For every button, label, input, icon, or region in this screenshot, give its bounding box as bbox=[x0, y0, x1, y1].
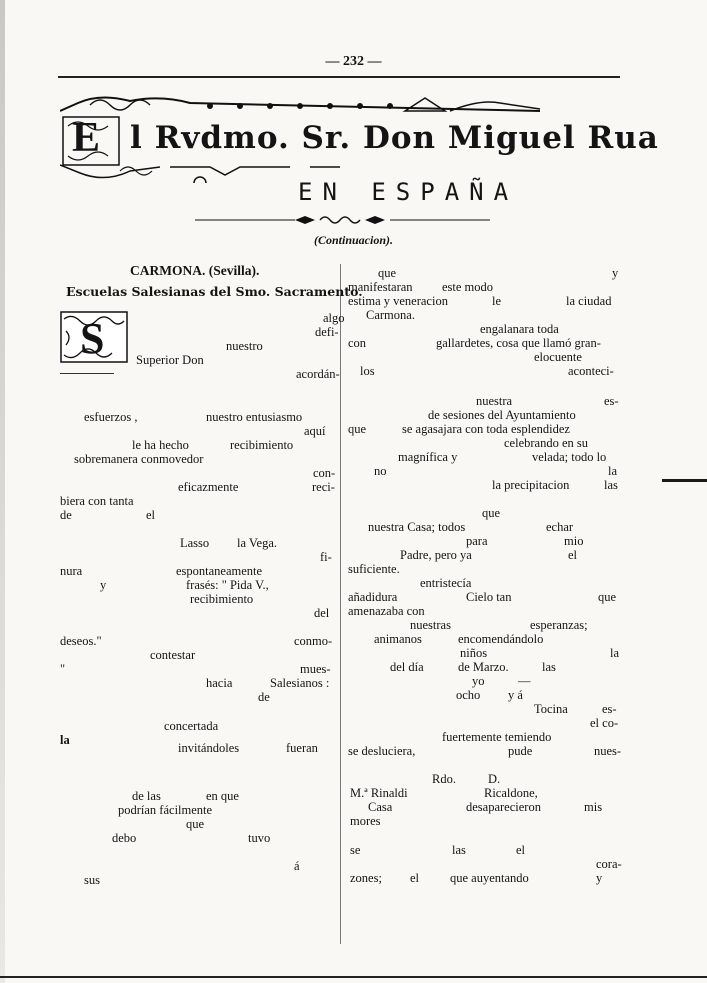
right-column-text: que auyentando bbox=[450, 871, 529, 885]
right-column-text: suficiente. bbox=[348, 562, 400, 576]
article-subtitle: EN ESPAÑA bbox=[298, 178, 519, 206]
right-column-text: la precipitacion bbox=[492, 478, 570, 492]
right-column-text: Padre, pero ya bbox=[400, 548, 472, 562]
left-column-text: á bbox=[294, 859, 300, 873]
right-column-text: que bbox=[482, 506, 501, 520]
left-column-text: concertada bbox=[164, 719, 219, 733]
left-column-text: aquí bbox=[304, 424, 326, 438]
right-column-text: los bbox=[360, 364, 375, 378]
left-column-text: nuestro bbox=[226, 339, 263, 353]
right-column-text: Ricaldone, bbox=[484, 786, 538, 800]
right-column-text: no bbox=[374, 464, 387, 478]
right-column-text: es- bbox=[604, 394, 619, 408]
left-column-text: defi- bbox=[315, 325, 339, 339]
right-column-text: Rdo. bbox=[432, 772, 456, 786]
right-column-text: las bbox=[542, 660, 556, 674]
right-column-text: el bbox=[516, 843, 526, 857]
right-column-text: nues- bbox=[594, 744, 622, 758]
right-column-text: el bbox=[568, 548, 578, 562]
right-column-text: mio bbox=[564, 534, 584, 548]
left-column-text: del bbox=[314, 606, 330, 620]
right-column-text: entristecía bbox=[420, 576, 472, 590]
right-column-text: se agasajara con toda esplendidez bbox=[402, 422, 570, 436]
left-column-text: Superior Don bbox=[136, 353, 204, 367]
article-title: l Rvdmo. Sr. Don Miguel Rua bbox=[130, 120, 659, 156]
left-column-text: sus bbox=[84, 873, 100, 887]
right-column-text: que bbox=[378, 266, 397, 280]
left-column-text: fi- bbox=[320, 550, 332, 564]
right-column-text: la bbox=[608, 464, 618, 478]
margin-mark bbox=[662, 479, 707, 482]
right-column-text: pude bbox=[508, 744, 533, 758]
left-column-text: en que bbox=[206, 789, 239, 803]
left-column-text: reci- bbox=[312, 480, 335, 494]
right-column-text: celebrando en su bbox=[504, 436, 588, 450]
right-column-text: con bbox=[348, 336, 367, 350]
right-column-text: D. bbox=[488, 772, 501, 786]
left-column-text: y bbox=[100, 578, 107, 592]
right-column-text: añadidura bbox=[348, 590, 398, 604]
right-column-text: fuertemente temiendo bbox=[442, 730, 552, 744]
right-column-text: el bbox=[410, 871, 420, 885]
right-column-text: gallardetes, cosa que llamó gran- bbox=[436, 336, 601, 350]
left-column-text: conmo- bbox=[294, 634, 333, 648]
left-column-text: recibimiento bbox=[230, 438, 294, 452]
left-column-text: algo bbox=[323, 311, 345, 325]
section-heading: CARMONA. (Sevilla). bbox=[130, 263, 260, 278]
right-column-text: animanos bbox=[374, 632, 422, 646]
right-column-text: Carmona. bbox=[366, 308, 415, 322]
right-column-text: estima y veneracion bbox=[348, 294, 448, 308]
left-column-text: nura bbox=[60, 564, 83, 578]
right-column-text: encomendándolo bbox=[458, 632, 544, 646]
right-column-text: velada; todo lo bbox=[532, 450, 607, 464]
right-column-text: esperanzas; bbox=[530, 618, 588, 632]
right-column-text: que bbox=[598, 590, 617, 604]
right-column-text: y á bbox=[508, 688, 523, 702]
left-column-text: recibimiento bbox=[190, 592, 254, 606]
right-column-text: de sesiones del Ayuntamiento bbox=[428, 408, 576, 422]
right-column-text: magnífica y bbox=[398, 450, 458, 464]
right-column-text: Casa bbox=[368, 800, 393, 814]
short-rule bbox=[60, 373, 114, 374]
left-column-text: nuestro entusiasmo bbox=[206, 410, 303, 424]
right-column-text: desaparecieron bbox=[466, 800, 541, 814]
left-column-text: de bbox=[258, 690, 270, 704]
subtitle-ornamental-rule bbox=[195, 214, 490, 226]
column-divider bbox=[340, 264, 341, 944]
left-column-text: fueran bbox=[286, 741, 318, 755]
left-column-text: le ha hecho bbox=[132, 438, 189, 452]
left-column-text: esfuerzos , bbox=[84, 410, 138, 424]
left-column-text: la bbox=[60, 733, 70, 747]
right-column-text: para bbox=[466, 534, 488, 548]
left-column-text: Salesianos : bbox=[270, 676, 330, 690]
right-column-text: de Marzo. bbox=[458, 660, 509, 674]
left-column-text: podrían fácilmente bbox=[118, 803, 213, 817]
right-column-text: — bbox=[518, 674, 531, 688]
right-column-text: cora- bbox=[596, 857, 622, 871]
right-column-text: y bbox=[612, 266, 619, 280]
left-column-text: la Vega. bbox=[237, 536, 278, 550]
footer-rule bbox=[0, 976, 707, 978]
right-column-text: nuestra bbox=[476, 394, 513, 408]
right-column-text: la bbox=[610, 646, 620, 660]
right-column-text: nuestras bbox=[410, 618, 451, 632]
right-column-text: el co- bbox=[590, 716, 619, 730]
left-column-text: deseos." bbox=[60, 634, 102, 648]
left-column-text: que bbox=[186, 817, 205, 831]
left-column-text: " bbox=[60, 662, 66, 676]
right-column-text: es- bbox=[602, 702, 617, 716]
right-column-text: M.ª Rinaldi bbox=[350, 786, 408, 800]
right-column-text: yo bbox=[472, 674, 485, 688]
left-column-text: sobremanera conmovedor bbox=[74, 452, 204, 466]
right-column-text: del día bbox=[390, 660, 424, 674]
right-column-text: zones; bbox=[350, 871, 382, 885]
left-column-text: invitándoles bbox=[178, 741, 240, 755]
right-column-text: manifestaran bbox=[348, 280, 413, 294]
right-column-text: Tocina bbox=[534, 702, 568, 716]
right-column-text: elocuente bbox=[534, 350, 582, 364]
right-column-text: amenazaba con bbox=[348, 604, 425, 618]
right-column-text: niños bbox=[460, 646, 488, 660]
left-column-text: biera con tanta bbox=[60, 494, 134, 508]
drop-cap-letter: S bbox=[80, 314, 105, 363]
left-column-text: hacia bbox=[206, 676, 233, 690]
right-column-text: le bbox=[492, 294, 502, 308]
right-column-text: este modo bbox=[442, 280, 494, 294]
right-column-text: la ciudad bbox=[566, 294, 612, 308]
right-column-text: aconteci- bbox=[568, 364, 614, 378]
right-column-text: que bbox=[348, 422, 367, 436]
left-column-text: acordán- bbox=[296, 367, 340, 381]
left-column-text: de bbox=[60, 508, 72, 522]
right-column-text: mores bbox=[350, 814, 381, 828]
continuation-note: (Continuacion). bbox=[313, 233, 394, 247]
right-column-text: ocho bbox=[456, 688, 481, 702]
left-column-text: con- bbox=[313, 466, 336, 480]
right-column-text: las bbox=[452, 843, 466, 857]
section-subheading: Escuelas Salesianas del Smo. Sacramento. bbox=[66, 284, 363, 299]
left-column-text: frasés: " Pida V., bbox=[186, 578, 269, 592]
page-edge-shadow bbox=[0, 0, 5, 983]
right-column-text: echar bbox=[546, 520, 574, 534]
right-column-text: se bbox=[350, 843, 361, 857]
left-column-text: mues- bbox=[300, 662, 331, 676]
right-column-text: Cielo tan bbox=[466, 590, 512, 604]
left-column-text: Lasso bbox=[180, 536, 210, 550]
right-column-text: las bbox=[604, 478, 618, 492]
right-column-text: y bbox=[596, 871, 603, 885]
left-column-text: debo bbox=[112, 831, 137, 845]
title-initial-ornament bbox=[62, 116, 120, 166]
header-rule bbox=[58, 76, 620, 78]
page-number: — 232 — bbox=[325, 54, 382, 69]
left-column-text: eficazmente bbox=[178, 480, 239, 494]
right-column-text: se desluciera, bbox=[348, 744, 416, 758]
left-column-text: de las bbox=[132, 789, 161, 803]
title-initial: E bbox=[72, 115, 101, 161]
right-column-text: mis bbox=[584, 800, 603, 814]
left-column-text: el bbox=[146, 508, 156, 522]
left-column-text: tuvo bbox=[248, 831, 271, 845]
left-column-text: contestar bbox=[150, 648, 196, 662]
left-column-text: espontaneamente bbox=[176, 564, 263, 578]
right-column-text: nuestra Casa; todos bbox=[368, 520, 466, 534]
drop-cap-ornament bbox=[60, 311, 128, 363]
right-column-text: engalanara toda bbox=[480, 322, 559, 336]
